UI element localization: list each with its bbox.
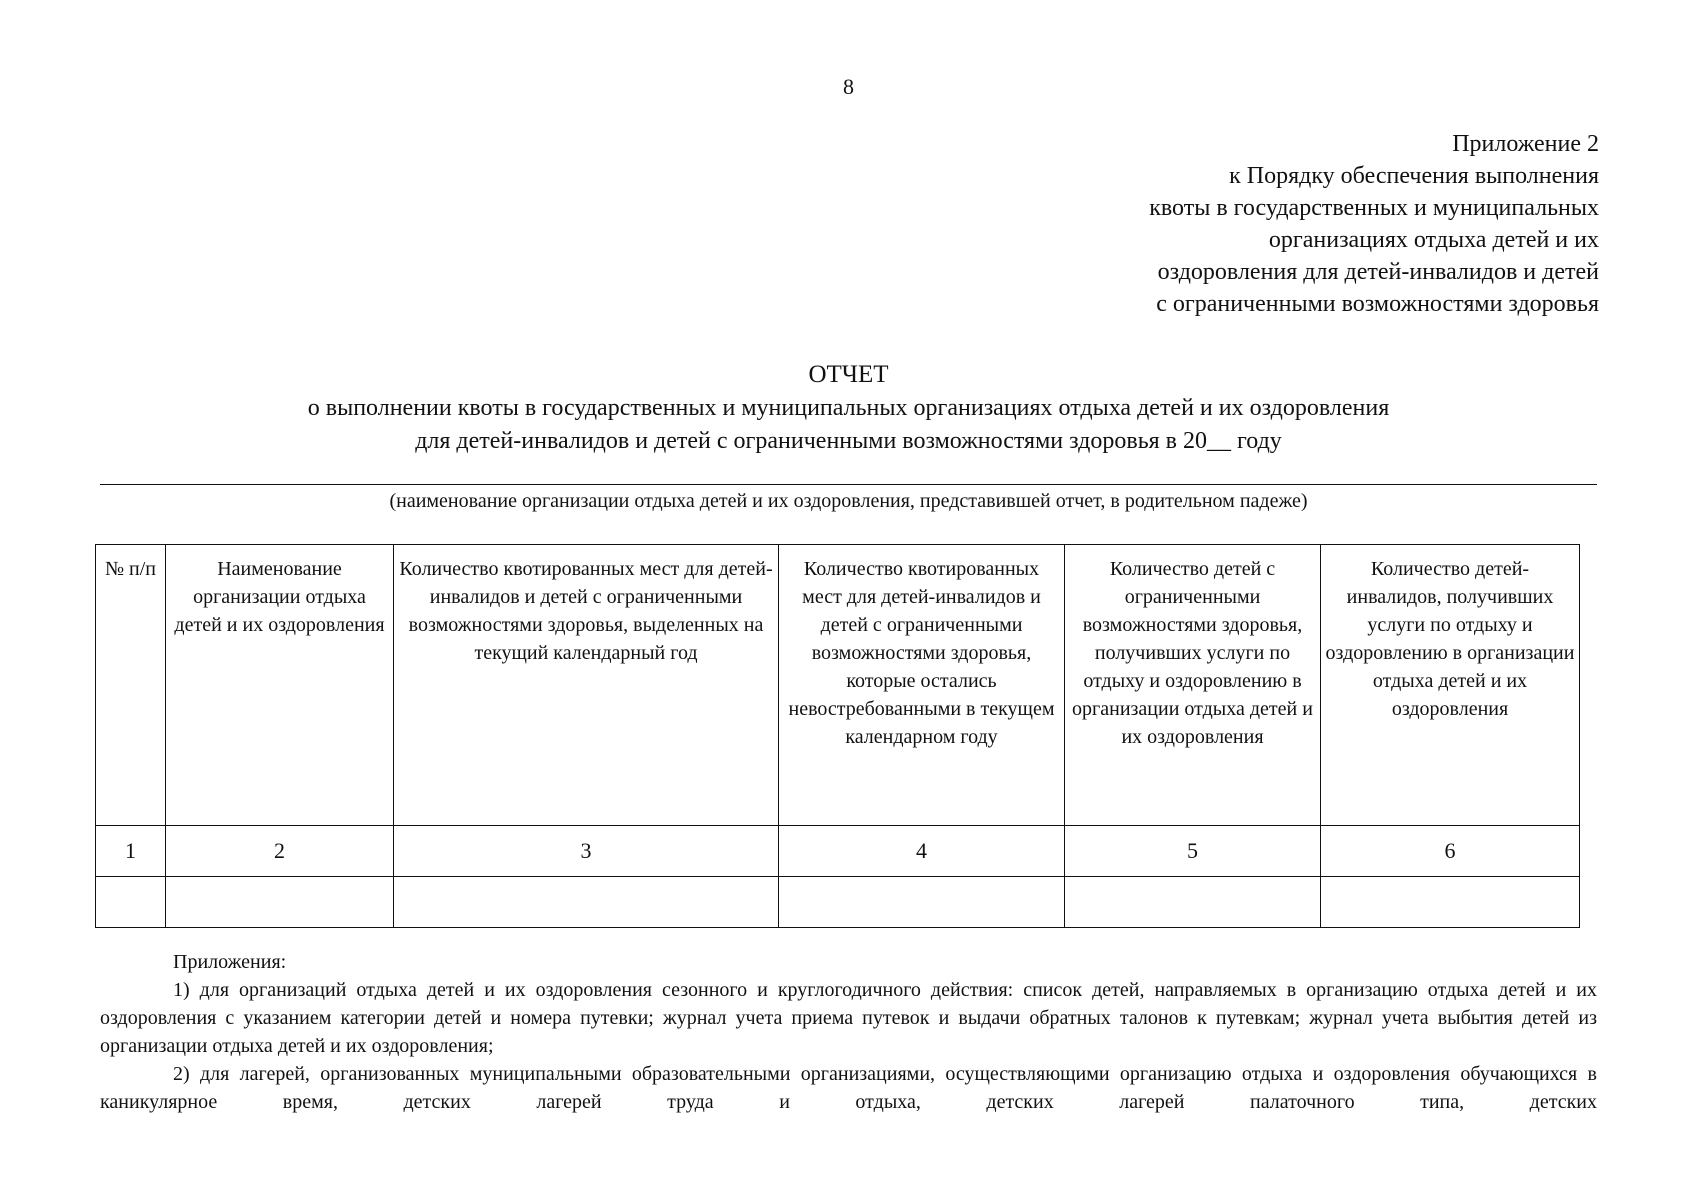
appendix-line: к Порядку обеспечения выполнения [1229,163,1599,189]
report-subtitle-line: для детей-инвалидов и детей с ограниченными возможностями здоровья в 20__ году [415,428,1282,454]
report-table [95,544,1580,928]
empty-cell [1321,877,1580,928]
report-subtitle [0,392,1697,458]
column-number-cell: 5 [1065,826,1321,877]
header-cell-organization: Наименование организации отдыха детей и их оздоровления [166,545,394,826]
empty-cell [394,877,779,928]
appendix-block [1149,128,1599,320]
column-number-cell: 4 [779,826,1065,877]
appendix-line: с ограниченными возможностями здоровья [1156,291,1599,317]
column-number-cell: 1 [96,826,166,877]
page-number: 8 [843,74,854,99]
header-cell-unclaimed-places: Количество квотированных мест для детей-инвалидов и детей с ограниченными возможностями здоровья, которые остались невостребованными в текущем календарном году [779,545,1065,826]
appendix-line: организациях отдыха детей и их [1268,227,1599,253]
attachment-item: 2) для лагерей, организованных муниципальными образовательными организациями, осуществляющими организацию отдыха и оздоровления обучающихся в каникулярное время, детских лагерей труда и отдыха, детских лагерей палаточного типа, детских [100,1063,1597,1113]
appendix-line: оздоровления для детей-инвалидов и детей [1157,259,1599,285]
column-number-row [96,826,1580,877]
attachment-item: 1) для организаций отдыха детей и их оздоровления сезонного и круглогодичного действия: список детей, направляемых в организацию отдыха детей и их оздоровления с указанием категории детей и номера путевки; журнал учета приема путевок и выдачи обратных талонов к путевкам; журнал учета выбытия детей из организации отдыха детей и их оздоровления; [100,979,1597,1057]
report-title: ОТЧЕТ [808,361,889,388]
appendix-line: Приложение 2 [1452,131,1599,157]
header-cell-disabled-children: Количество детей-инвалидов, получивших услуги по отдыху и оздоровлению в организации отдыха детей и их оздоровления [1321,545,1580,826]
empty-cell [779,877,1065,928]
column-number-cell: 2 [166,826,394,877]
table-header-row [96,545,1580,826]
column-number-cell: 6 [1321,826,1580,877]
empty-cell [96,877,166,928]
appendix-line: квоты в государственных и муниципальных [1149,195,1599,221]
organization-name-line [100,484,1597,485]
attachments-section [100,948,1597,1116]
empty-cell [1065,877,1321,928]
report-subtitle-line: о выполнении квоты в государственных и муниципальных организациях отдыха детей и их оздоровления [307,395,1390,421]
column-number-cell: 3 [394,826,779,877]
empty-cell [166,877,394,928]
table-row [96,877,1580,928]
header-cell-allocated-places: Количество квотированных мест для детей-инвалидов и детей с ограниченными возможностями здоровья, выделенных на текущий календарный год [394,545,779,826]
attachments-title: Приложения: [173,951,287,973]
header-cell-children-limited-health: Количество детей с ограниченными возможностями здоровья, получивших услуги по отдыху и оздоровлению в организации отдыха детей и их оздоровления [1065,545,1321,826]
organization-name-caption: (наименование организации отдыха детей и их оздоровления, представившей отчет, в родительном падеже) [389,490,1308,512]
header-cell-number: № п/п [96,545,166,826]
